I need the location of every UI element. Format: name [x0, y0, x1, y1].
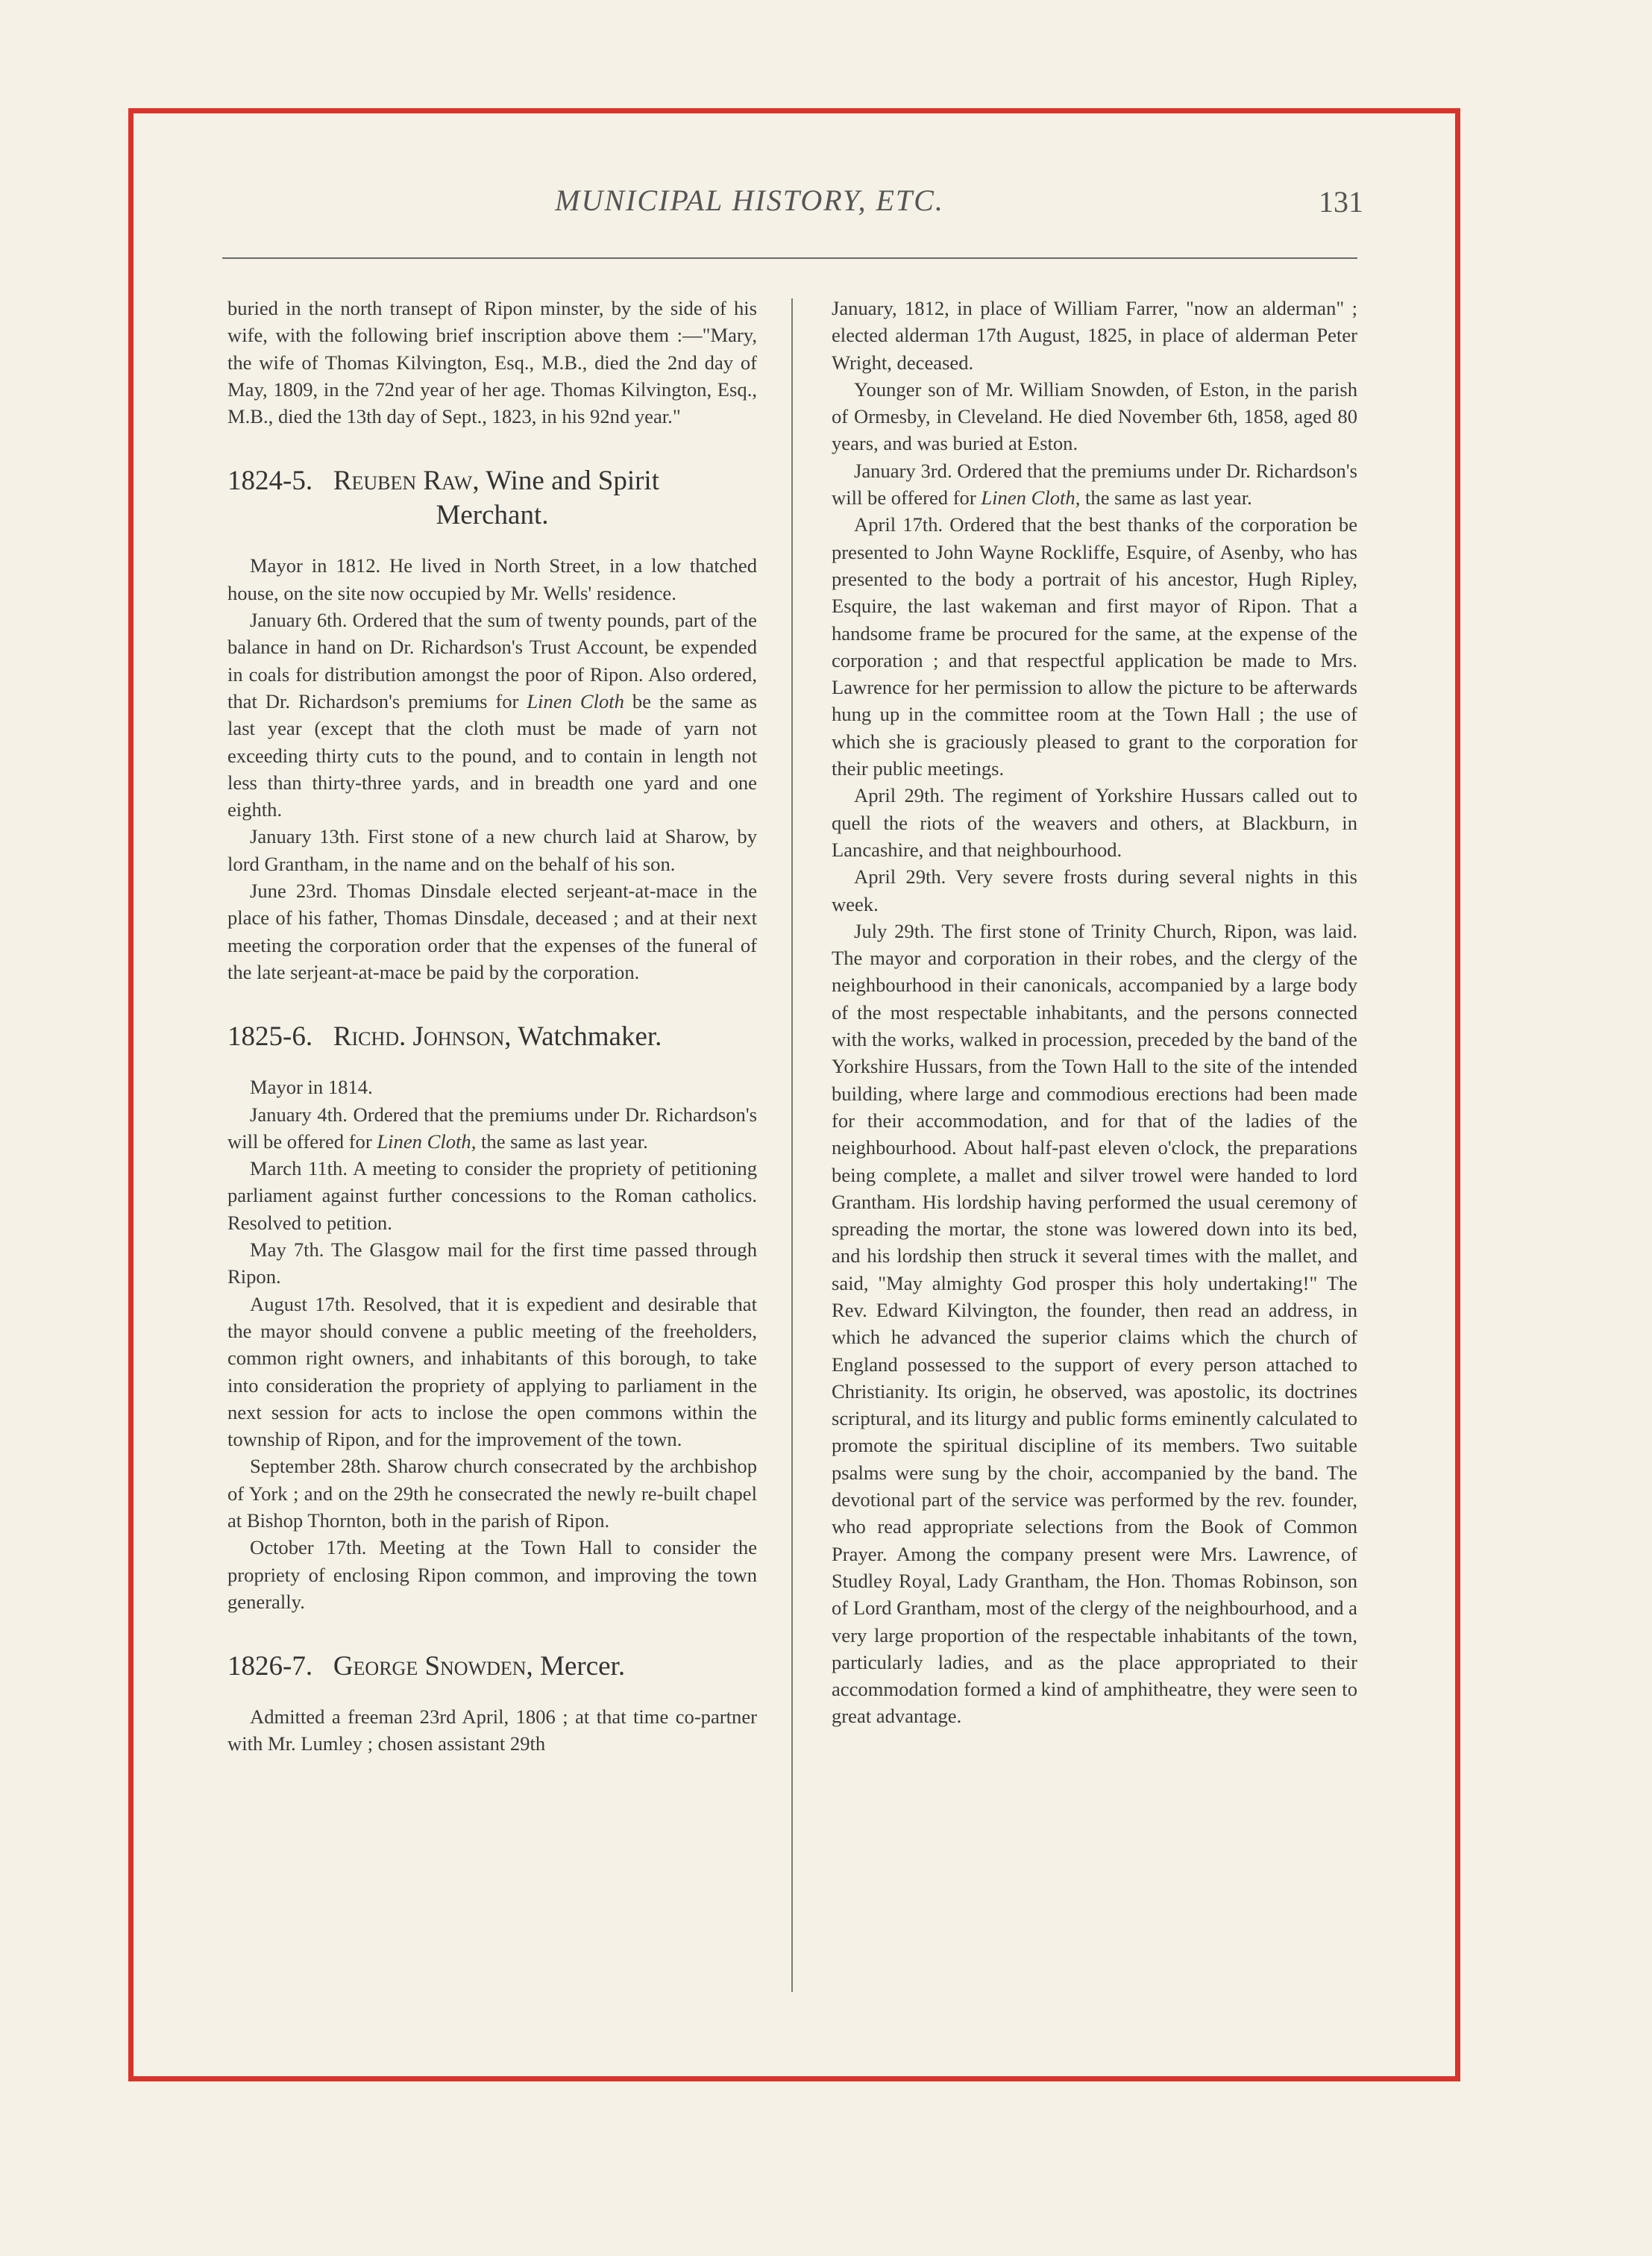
emphasis: Linen Cloth,: [981, 486, 1081, 510]
paragraph: Younger son of Mr. William Snowden, of Eston, in the parish of Ormesby, in Cleveland. He died November 6th, 1858, aged 80 years, and was buried at Eston.: [832, 377, 1357, 455]
entry-trade: Mercer.: [540, 1651, 626, 1682]
paragraph: April 29th. Very severe frosts during several nights in this week.: [832, 865, 1357, 915]
entry-heading-1826: [227, 1649, 757, 1684]
paragraph: January 6th. Ordered that the sum of twenty pounds, part of the balance in hand on Dr. Richardson's Trust Account, be expended in coals for distribution amongst the poor of Ripon. Also ordered, that Dr. Richardson's premiums for Linen Cloth be the same as last year (except that the cloth must be made of yarn not exceeding thirty cuts to the pound, and to contain in length not less than thirty-three yards, and in breadth one yard and one eighth.: [227, 609, 757, 821]
entry-name: Reuben Raw,: [333, 466, 480, 497]
entry-year: 1824-5.: [227, 466, 313, 497]
entry-year: 1825-6.: [227, 1021, 313, 1053]
entry-name: Richd. Johnson,: [333, 1021, 512, 1053]
entry-year: 1826-7.: [227, 1651, 313, 1682]
paragraph: Mayor in 1814.: [250, 1076, 373, 1099]
left-column: [227, 295, 757, 1758]
running-head: [128, 183, 1460, 228]
paragraph: Admitted a freeman 23rd April, 1806 ; at that time co-partner with Mr. Lumley ; chosen assistant 29th: [227, 1705, 757, 1755]
paragraph: July 29th. The first stone of Trinity Church, Ripon, was laid. The mayor and corporation in their robes, and the clergy of the neighbourhood in their canonicals, accompanied by a large body of the most respectable inhabitants, and the persons connected with the works, walked in procession, preceded by the band of the Yorkshire Hussars, from the Town Hall to the site of the intended building, where large and commodious erections had been made for their accommodation, and for that of the ladies of the neighbourhood. About half-past eleven o'clock, the preparations being complete, a mallet and silver trowel were handed to lord Grantham. His lordship having performed the usual ceremony of spreading the mortar, the stone was lowered down into its bed, and his lordship then struck it several times with the mallet, and said, "May almighty God prosper this holy undertaking!" The Rev. Edward Kilvington, the founder, then read an address, in which he advanced the superior claims which the church of England possessed to the support of every person attached to Christianity. Its origin, he observed, was apostolic, its doctrines scriptural, and its liturgy and public forms eminently calculated to promote the spiritual discipline of its members. Two suitable psalms were sung by the choir, accompanied by the band. The devotional part of the service was performed by the rev. founder, who read appropriate selections from the Book of Common Prayer. Among the company present were Mrs. Lawrence, of Studley Royal, Lady Grantham, the Hon. Thomas Robinson, son of Lord Grantham, most of the clergy of the neighbourhood, and a very large proportion of the respectable inhabitants of the town, particularly ladies, and as the place appropriated to their accommodation formed a kind of amphitheatre, they were seen to great advantage.: [832, 919, 1357, 1728]
entry-heading-1825: [227, 1020, 757, 1054]
paragraph: January 4th. Ordered that the premiums under Dr. Richardson's will be offered for Linen Cloth, the same as last year.: [227, 1103, 757, 1153]
paragraph: October 17th. Meeting at the Town Hall to consider the propriety of enclosing Ripon common, and improving the town generally.: [227, 1536, 757, 1613]
paragraph: January, 1812, in place of William Farrer, "now an alderman" ; elected alderman 17th August, 1825, in place of alderman Peter Wright, deceased.: [832, 297, 1357, 374]
entry-trade-continued: Merchant.: [436, 500, 549, 531]
paragraph: March 11th. A meeting to consider the propriety of petitioning parliament against further concessions to the Roman catholics. Resolved to petition.: [227, 1157, 757, 1234]
page-title: MUNICIPAL HISTORY, ETC.: [555, 184, 944, 217]
emphasis: Linen Cloth: [527, 689, 624, 712]
column-divider: [791, 298, 793, 1992]
right-column: [832, 295, 1357, 1730]
paragraph: April 17th. Ordered that the best thanks of the corporation be presented to John Wayne Rockliffe, Esquire, of Asenby, who has presented to the body a portrait of his ancestor, Hugh Ripley, Esquire, the last wakeman and first mayor of Ripon. That a handsome frame be procured for the same, at the expense of the corporation ; and that respectful application be made to Mrs. Lawrence for her permission to allow the picture to be afterwards hung up in the committee room at the Town Hall ; the use of which she is graciously pleased to grant to the corporation for their public meetings.: [832, 513, 1357, 780]
paragraph: May 7th. The Glasgow mail for the first time passed through Ripon.: [227, 1238, 757, 1288]
paragraph: September 28th. Sharow church consecrated by the archbishop of York ; and on the 29th he consecrated the newly re-built chapel at Bishop Thornton, both in the parish of Ripon.: [227, 1455, 757, 1532]
entry-name: George Snowden,: [333, 1651, 533, 1682]
header-rule: [222, 257, 1357, 259]
paragraph: buried in the north transept of Ripon minster, by the side of his wife, with the following brief inscription above them :—"Mary, the wife of Thomas Kilvington, Esq., M.B., died the 2nd day of May, 1809, in the 72nd year of her age. Thomas Kilvington, Esq., M.B., died the 13th day of Sept., 1823, in his 92nd year.": [227, 297, 757, 428]
paragraph: August 17th. Resolved, that it is expedient and desirable that the mayor should convene a public meeting of the freeholders, common right owners, and inhabitants of this borough, to take into consideration the propriety of applying to parliament in the next session for acts to inclose the open commons within the township of Ripon, and for the improvement of the town.: [227, 1292, 757, 1451]
page-number: 131: [1319, 185, 1363, 219]
paragraph: June 23rd. Thomas Dinsdale elected serjeant-at-mace in the place of his father, Thomas Dinsdale, deceased ; and at their next meeting the corporation order that the expenses of the funeral of the late serjeant-at-mace be paid by the corporation.: [227, 880, 757, 983]
entry-trade: Watchmaker.: [518, 1021, 662, 1053]
emphasis: Linen Cloth,: [377, 1129, 477, 1153]
paragraph: April 29th. The regiment of Yorkshire Hussars called out to quell the riots of the weavers and others, at Blackburn, in Lancashire, and that neighbourhood.: [832, 784, 1357, 861]
paragraph: Mayor in 1812. He lived in North Street, in a low thatched house, on the site now occupied by Mr. Wells' residence.: [227, 554, 757, 604]
paragraph: January 13th. First stone of a new church laid at Sharow, by lord Grantham, in the name and on the behalf of his son.: [227, 825, 757, 875]
entry-trade: Wine and Spirit: [486, 466, 659, 497]
entry-heading-1824: [227, 464, 757, 533]
paragraph: January 3rd. Ordered that the premiums under Dr. Richardson's will be offered for Linen Cloth, the same as last year.: [832, 459, 1357, 510]
